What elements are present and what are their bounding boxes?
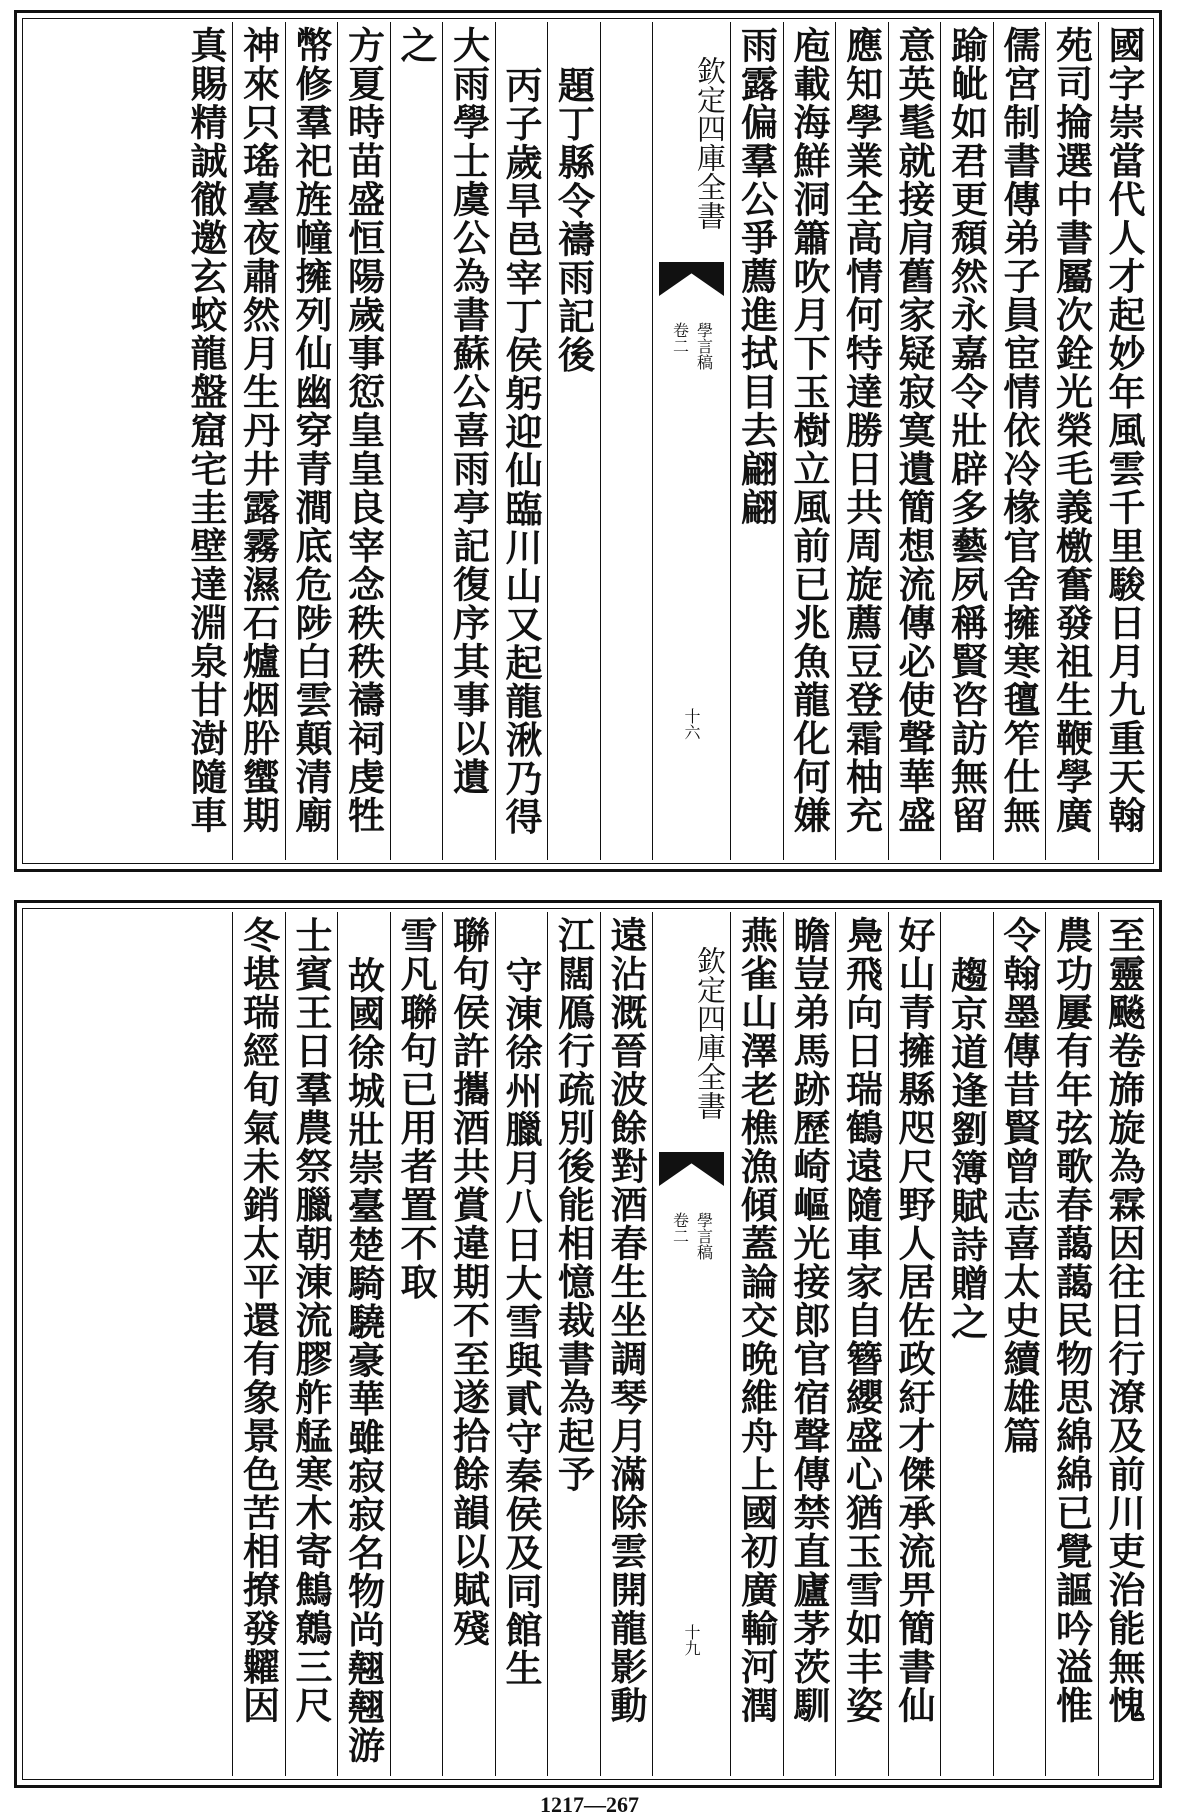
text-column	[600, 912, 653, 1776]
text-column	[1098, 22, 1151, 860]
column-text: 好山青擁縣咫尺野人居佐政紆才傑承流畀簡書仙	[892, 916, 936, 1725]
text-column	[835, 22, 888, 860]
column-text: 國字崇當代人才起妙年風雲千里駿日月九重天翰	[1102, 26, 1146, 835]
text-column	[442, 912, 495, 1776]
text-column	[285, 912, 338, 1776]
column-text: 雪凡聯句已用者置不取	[394, 916, 438, 1301]
text-column	[940, 22, 993, 860]
book-name: 學言稿	[694, 322, 714, 370]
text-column	[232, 22, 285, 860]
text-column	[285, 22, 338, 860]
fish-tail-ornament-icon	[659, 262, 724, 296]
column-text	[601, 26, 653, 856]
column-text: 士賓王日羣農祭臘朝涷流膠舴艋寒木寄鷦鷯三尺	[289, 916, 333, 1725]
text-column	[1098, 912, 1151, 1776]
text-column	[888, 22, 941, 860]
text-column	[390, 912, 443, 1776]
book-title: 欽定四庫全書	[693, 56, 727, 230]
volume-label: 卷二	[670, 1212, 690, 1244]
column-text: 鳧飛向日瑞鶴遠隨車家自簪纓盛心猶玉雪如丰姿	[839, 916, 884, 1725]
page-reference-label: 1217—267	[540, 1792, 639, 1817]
column-text: 守涷徐州臘月八日大雪與貳守秦侯及同館生	[499, 956, 543, 1688]
column-text: 至靈飈卷旆旋為霖因往日行潦及前川吏治能無愧	[1102, 916, 1146, 1725]
column-text: 大雨學士虞公為書蘇公喜雨亭記復序其事以遺	[446, 26, 491, 796]
text-column	[730, 912, 783, 1776]
text-column	[547, 22, 600, 860]
top-page	[14, 10, 1162, 872]
page-number: 十六	[682, 708, 701, 740]
column-text: 神來只瑤臺夜肅然月生丹井露霧濕石爐烟肸蠁期	[236, 26, 281, 835]
column-text: 意英髦就接肩舊家疑寂寞遺簡想流傳必使聲華盛	[892, 26, 936, 835]
page-number: 十九	[682, 1624, 701, 1656]
text-column	[888, 912, 941, 1776]
column-text: 趨京道逢劉簿賦詩贈之	[944, 956, 989, 1341]
column-text: 方夏時苗盛恒陽歲事愆皇皇良宰念秩秩禱祠虔牲	[341, 26, 386, 835]
text-column	[495, 22, 548, 860]
center-fold	[652, 22, 730, 860]
volume-label: 卷二	[670, 322, 690, 354]
text-column	[337, 912, 390, 1776]
column-text: 遠沾溉晉波餘對酒春生坐調琴月滿除雲開龍影動	[604, 916, 648, 1725]
bottom-page	[14, 900, 1162, 1788]
column-text: 幣修羣祀旌幢擁列仙幽穿青澗底危陟白雲顛清廟	[289, 26, 333, 835]
column-text: 庖載海鮮洞簫吹月下玉樹立風前已兆魚龍化何嫌	[787, 26, 831, 835]
column-text: 江闊鴈行疏別後能相憶裁書為起予	[551, 916, 596, 1494]
column-text: 燕雀山澤老樵漁傾蓋論交晩維舟上國初廣輸河潤	[734, 916, 779, 1725]
text-column	[940, 912, 993, 1776]
column-text: 農功屢有年弦歌春藹藹民物思綿綿已覺謳吟溢惟	[1049, 916, 1094, 1725]
text-column	[390, 22, 443, 860]
column-text: 儒宮制書傳弟子員宦情依冷椽官舍擁寒氊笮仕無	[997, 26, 1041, 835]
column-text: 丙子歲旱邑宰丁侯躬迎仙臨川山又起龍湫乃得	[499, 66, 543, 836]
bottom-page-columns	[26, 912, 1150, 1776]
book-name: 學言稿	[694, 1212, 714, 1260]
top-page-columns	[26, 22, 1150, 860]
text-column	[180, 912, 233, 1776]
section-label	[653, 1212, 730, 1372]
column-text: 題丁縣令禱雨記後	[551, 66, 596, 374]
text-column	[835, 912, 888, 1776]
text-column	[442, 22, 495, 860]
fish-tail-ornament-icon	[659, 1152, 724, 1186]
column-text: 之	[394, 26, 438, 65]
column-text: 苑司掄選中書屬次銓光榮毛義檄奮發祖生鞭學廣	[1049, 26, 1094, 835]
text-column	[730, 22, 783, 860]
column-text: 應知學業全高情何特達勝日共周旋薦豆登霜柚充	[839, 26, 884, 835]
text-column	[337, 22, 390, 860]
text-column	[600, 22, 653, 860]
column-text: 踰皉如君更頹然永嘉令壯辟多藝夙稱賢咨訪無留	[944, 26, 989, 835]
text-column	[180, 22, 233, 860]
text-column	[547, 912, 600, 1776]
text-column	[783, 912, 836, 1776]
text-column	[1045, 22, 1098, 860]
column-text: 令翰墨傳昔賢曾志喜太史續雄篇	[997, 916, 1041, 1455]
text-column	[783, 22, 836, 860]
column-text: 故國徐城壯崇臺楚騎驍豪華雖寂寂名物尚翹翹游	[341, 956, 386, 1765]
book-title: 欽定四庫全書	[693, 946, 727, 1120]
column-text: 聯句侯許攜酒共賞違期不至遂拾餘韻以賦殘	[446, 916, 491, 1648]
column-text: 雨露偏羣公爭薦進拭目去翩翩	[734, 26, 779, 527]
text-column	[993, 22, 1046, 860]
column-text: 瞻豈弟馬跡歷崎嶇光接郎官宿聲傳禁直廬茅茨馴	[787, 916, 831, 1725]
column-text: 冬堪瑞經旬氣未銷太平還有象景色苦相撩發糶因	[236, 916, 281, 1725]
column-text: 真賜精誠徹邀玄蛟龍盤窟宅圭壁達淵泉甘澍隨車	[184, 26, 228, 835]
section-label	[653, 322, 730, 482]
text-column	[1045, 912, 1098, 1776]
text-column	[232, 912, 285, 1776]
center-fold	[652, 912, 730, 1776]
text-column	[495, 912, 548, 1776]
text-column	[993, 912, 1046, 1776]
